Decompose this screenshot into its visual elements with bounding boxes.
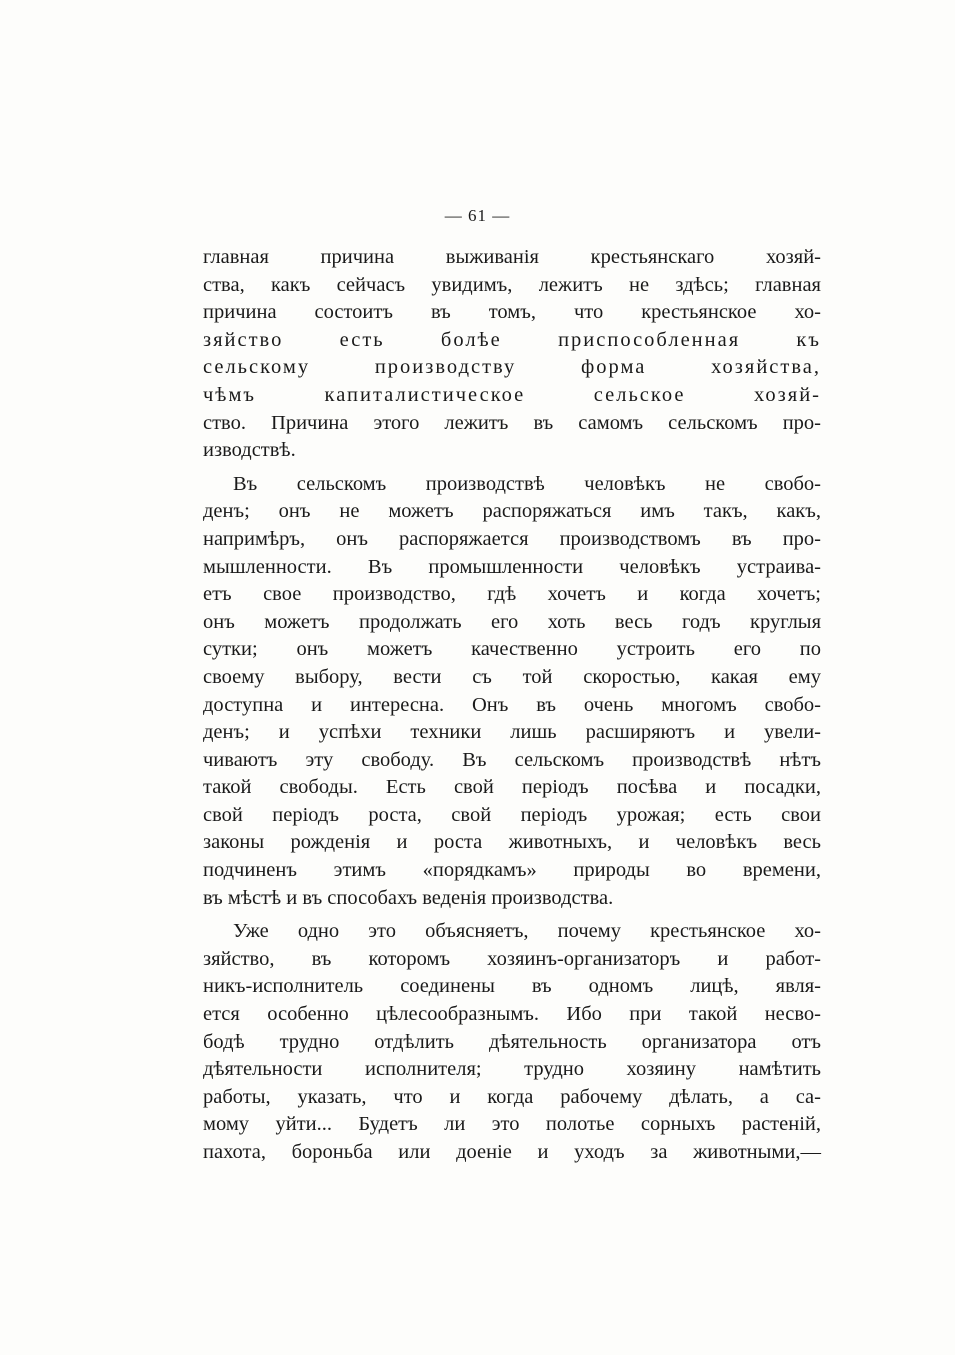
text-line: подчиненъ этимъ «порядкамъ» природы во времени, [203,859,821,882]
text-line: мышленности. Въ промышленности человѣкъ устраива- [203,555,821,578]
text-line: онъ можетъ продолжать его хоть весь годъ круглыя [203,610,821,633]
text-line: сельскому производству форма хозяйства, [203,356,821,379]
text-line: Уже одно это объясняетъ, почему крестьянское хо- [233,920,821,943]
text-line: дѣятельности исполнителя; трудно хозяину намѣтить [203,1058,821,1081]
text-line: денъ; онъ не можетъ распоряжаться имъ такъ, какъ, [203,500,821,523]
text-line: въ мѣстѣ и въ способахъ веденія производства. [203,886,614,909]
text-line: денъ; и успѣхи техники лишь расширяютъ и увели- [203,721,821,744]
body-text [203,244,821,1167]
paragraph-2 [203,471,821,913]
text-line: ство. Причина этого лежитъ въ самомъ сельскомъ про- [203,411,821,434]
text-line: работы, указать, что и когда рабочему дѣлать, а са- [203,1085,821,1108]
text-line: никъ-исполнитель соединены въ одномъ лицѣ, явля- [203,975,821,998]
text-line: бодѣ трудно отдѣлить дѣятельность организатора отъ [203,1030,821,1053]
text-line: главная причина выживанія крестьянскаго хозяй- [203,246,821,268]
text-line: причина состоитъ въ томъ, что крестьянское хо- [203,301,821,324]
text-line: етъ свое производство, гдѣ хочетъ и когда хочетъ; [203,583,821,606]
text-line: напримѣръ, онъ распоряжается производствомъ въ про- [203,527,821,550]
text-line: Въ сельскомъ производствѣ человѣкъ не свобо- [233,472,821,495]
text-line: доступна и интересна. Онъ въ очень многомъ свобо- [203,693,821,716]
text-line: пахота, бороньба или доеніе и уходъ за животными,— [203,1141,821,1163]
text-line: такой свободы. Есть свой періодъ посѣва и посадки, [203,776,821,799]
text-line: зяйство есть болѣе приспособленная къ [203,328,821,351]
text-line: законы рожденія и роста животныхъ, и человѣкъ весь [203,831,821,854]
text-line: сутки; онъ можетъ качественно устроить его по [203,638,821,661]
text-line: ется особенно цѣлесообразнымъ. Ибо при такой несво- [203,1003,821,1026]
paragraph-3 [203,918,821,1166]
text-line: чиваютъ эту свободу. Въ сельскомъ производствѣ нѣтъ [203,748,821,771]
text-line: ства, какъ сейчасъ увидимъ, лежитъ не здѣсь; главная [203,273,821,296]
text-line: изводствѣ. [203,439,296,462]
text-line: мому уйти... Будетъ ли это полотье сорныхъ растеній, [203,1113,821,1136]
text-line: свой періодъ роста, свой періодъ урожая; есть свои [203,803,821,826]
text-line: своему выбору, вести съ той скоростью, какая ему [203,665,821,688]
text-line: чѣмъ капиталистическое сельское хозяй- [203,383,821,406]
paragraph-1 [203,244,821,465]
text-line: зяйство, въ которомъ хозяинъ-организаторъ и работ- [203,947,821,970]
page-number: — 61 — [444,206,511,225]
